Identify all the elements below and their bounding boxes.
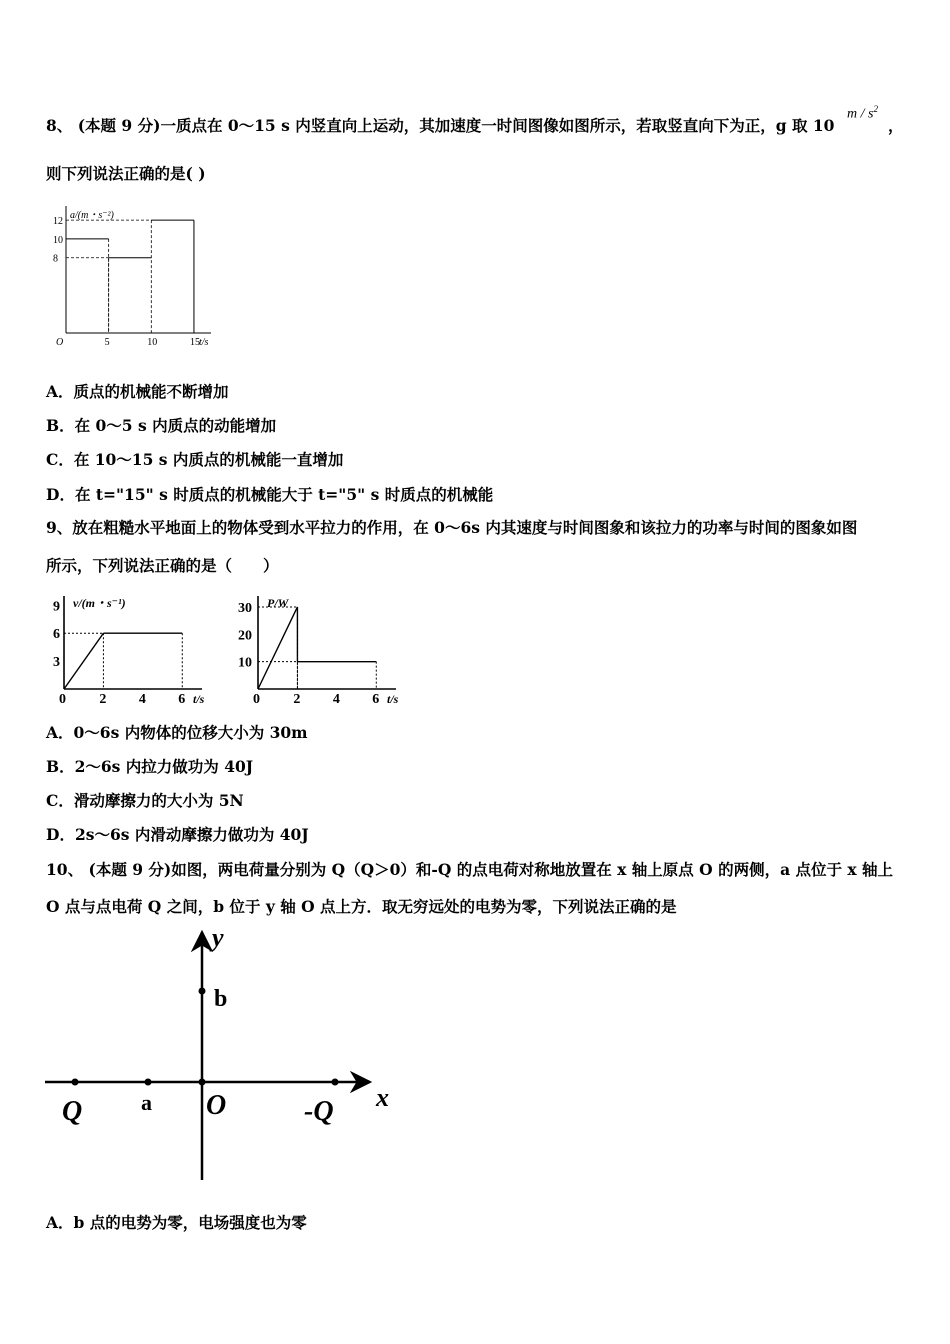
y-tick-label: 20	[238, 628, 252, 644]
q8-comma: ，	[888, 116, 904, 135]
q-label: Q	[62, 1096, 83, 1127]
y-axis-label: P/W	[267, 596, 289, 610]
y-axis-label: v/(m・s⁻¹)	[73, 596, 126, 610]
x-axis-label: x	[376, 1083, 389, 1112]
y-tick-label: 8	[53, 253, 58, 265]
x-tick-label: 5	[104, 337, 110, 348]
y-tick-label: 30	[238, 600, 252, 616]
q8-stem: 一质点在 0～15 s 内竖直向上运动，其加速度一时间图像如图所示，若取竖直向下为正，g 取 10	[160, 116, 835, 135]
y-tick-label: 6	[53, 627, 60, 643]
x-tick-label: 6	[372, 692, 380, 707]
q8-option-c: C．在 10～15 s 内质点的机械能一直增加	[46, 450, 344, 469]
q10-stem-line1	[46, 860, 893, 880]
point-a	[145, 1079, 152, 1086]
q9-option-c: C．滑动摩擦力的大小为 5N	[46, 791, 244, 810]
x-tick-label: 4	[332, 692, 340, 707]
q9-option-a: A．0～6s 内物体的位移大小为 30m	[46, 723, 308, 742]
o-label: O	[206, 1090, 227, 1121]
q8-stem-line1	[46, 116, 834, 136]
x-axis-label: t/s	[387, 692, 399, 706]
q10-option-a: A．b 点的电势为零，电场强度也为零	[46, 1213, 307, 1232]
q8-score: (本题 9 分)	[77, 116, 161, 135]
q10-charge-figure	[40, 924, 400, 1184]
y-tick-label: 12	[53, 216, 63, 228]
q8-option-b: B．在 0～5 s 内质点的动能增加	[46, 416, 277, 435]
q8-number: 8、	[46, 116, 73, 135]
data-line	[258, 607, 297, 689]
q9-option-d: D．2s～6s 内滑动摩擦力做功为 40J	[46, 825, 309, 844]
y-tick-label: 9	[53, 599, 60, 615]
origin-label: 0	[253, 692, 260, 707]
a-label: a	[141, 1090, 152, 1115]
q9-velocity-time-graph	[44, 586, 214, 716]
y-tick-label: 3	[53, 655, 60, 671]
q9-stem-line2: 所示，下列说法正确的是（ ）	[46, 556, 279, 575]
x-axis-label: t/s	[193, 692, 205, 706]
x-tick-label: 15	[189, 337, 200, 348]
y-axis-label: y	[212, 923, 224, 952]
x-tick-label: 2	[99, 692, 107, 707]
y-tick-label: 10	[53, 234, 63, 246]
origin-point	[199, 1079, 206, 1086]
q9-option-b: B．2～6s 内拉力做功为 40J	[46, 757, 254, 776]
q8-acceleration-time-graph	[46, 200, 216, 350]
q10-number: 10、	[46, 860, 84, 879]
x-tick-label: 4	[138, 692, 146, 707]
origin-label: O	[56, 337, 64, 348]
x-tick-label: 6	[178, 692, 186, 707]
y-axis-label: a/(m・s⁻²)	[70, 210, 114, 221]
q10-stem-line2: O 点与点电荷 Q 之间，b 位于 y 轴 O 点上方．取无穷远处的电势为零，下列说法正确的是	[46, 897, 677, 916]
data-line	[64, 633, 103, 689]
q10-stem: 如图，两电荷量分别为 Q（Q＞0）和-Q 的点电荷对称地放置在 x 轴上原点 O 的两侧，a 点位于 x 轴上	[171, 860, 894, 879]
q10-score: (本题 9 分)	[88, 860, 172, 879]
y-tick-label: 10	[238, 655, 252, 671]
q9-power-time-graph	[238, 586, 408, 716]
x-tick-label: 10	[147, 337, 158, 348]
q8-option-d: D．在 t="15" s 时质点的机械能大于 t="5" s 时质点的机械能	[46, 485, 494, 504]
q8-option-a: A．质点的机械能不断增加	[46, 382, 229, 401]
x-tick-label: 2	[293, 692, 301, 707]
charge-neg-q	[332, 1079, 339, 1086]
x-axis-label: t/s	[199, 337, 209, 348]
charge-q	[72, 1079, 79, 1086]
q8-unit: m / $s^2$	[847, 104, 878, 122]
b-label: b	[214, 986, 228, 1012]
q9-stem-line1: 9、放在粗糙水平地面上的物体受到水平拉力的作用，在 0～6s 内其速度与时间图象和该拉力的功率与时间的图象如图	[46, 518, 858, 537]
point-b	[199, 988, 206, 995]
origin-label: 0	[59, 692, 66, 707]
neg-q-label: -Q	[304, 1096, 334, 1127]
q8-stem-line2: 则下列说法正确的是( )	[46, 164, 206, 183]
